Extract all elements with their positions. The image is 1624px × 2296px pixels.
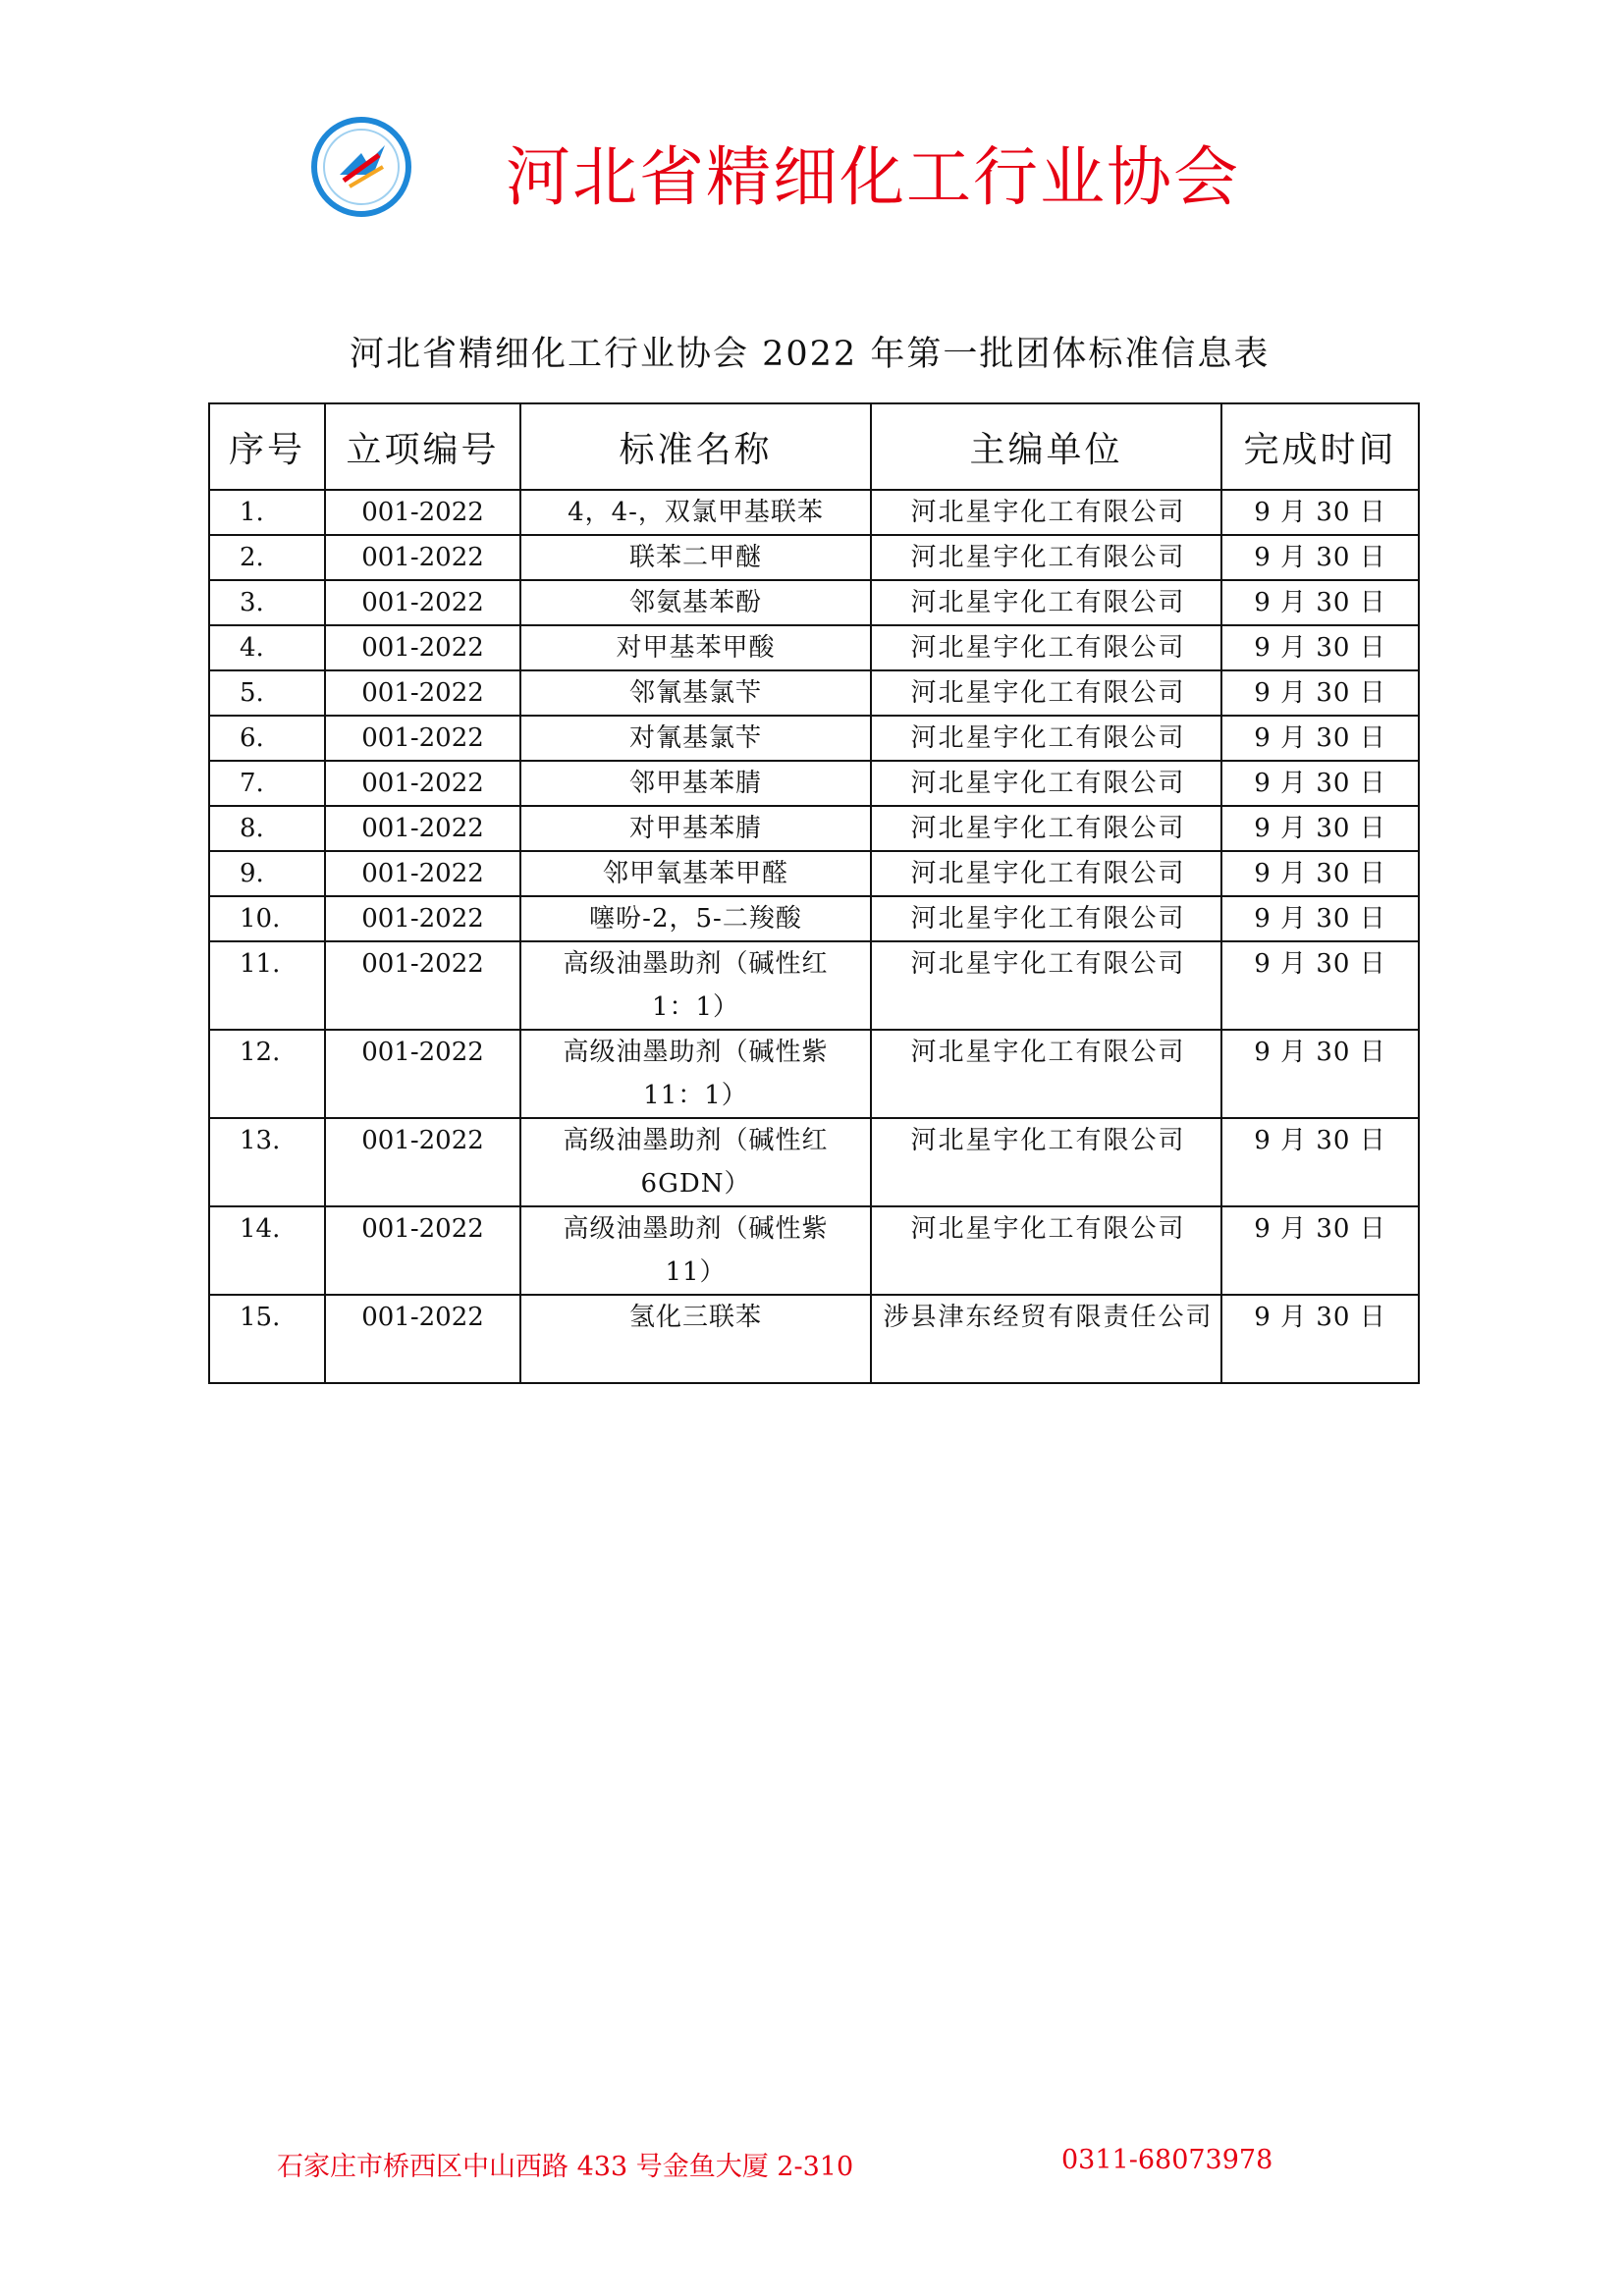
cell-standard-name: 高级油墨助剂（碱性紫 11） <box>520 1206 871 1295</box>
cell-serial: 14. <box>209 1206 325 1295</box>
table-row <box>209 535 1419 580</box>
table-row <box>209 941 1419 1030</box>
table-row <box>209 896 1419 941</box>
cell-project-code: 001-2022 <box>325 625 520 670</box>
column-header-chief-editor: 主编单位 <box>871 403 1221 490</box>
cell-chief-editor: 河北星宇化工有限公司 <box>871 941 1221 1030</box>
column-header-project-code: 立项编号 <box>325 403 520 490</box>
cell-standard-name: 4，4-，双氯甲基联苯 <box>520 490 871 535</box>
cell-standard-name: 邻氰基氯苄 <box>520 670 871 716</box>
table-row <box>209 670 1419 716</box>
cell-project-code: 001-2022 <box>325 670 520 716</box>
cell-completion-time: 9 月 30 日 <box>1221 851 1419 896</box>
cell-completion-time: 9 月 30 日 <box>1221 580 1419 625</box>
organization-title: 河北省精细化工行业协会 <box>506 139 1240 215</box>
cell-project-code: 001-2022 <box>325 1206 520 1295</box>
table-row <box>209 1206 1419 1295</box>
table-header-row <box>209 403 1419 490</box>
cell-chief-editor: 河北星宇化工有限公司 <box>871 716 1221 761</box>
cell-standard-name: 邻甲氧基苯甲醛 <box>520 851 871 896</box>
cell-chief-editor: 河北星宇化工有限公司 <box>871 535 1221 580</box>
cell-chief-editor: 河北星宇化工有限公司 <box>871 625 1221 670</box>
cell-chief-editor: 涉县津东经贸有限责任公司 <box>871 1295 1221 1383</box>
table-row <box>209 1030 1419 1118</box>
cell-serial: 9. <box>209 851 325 896</box>
cell-serial: 2. <box>209 535 325 580</box>
cell-standard-name: 对甲基苯腈 <box>520 806 871 851</box>
cell-serial: 7. <box>209 761 325 806</box>
cell-chief-editor: 河北星宇化工有限公司 <box>871 1206 1221 1295</box>
cell-standard-name: 氢化三联苯 <box>520 1295 871 1383</box>
cell-chief-editor: 河北星宇化工有限公司 <box>871 580 1221 625</box>
cell-chief-editor: 河北星宇化工有限公司 <box>871 806 1221 851</box>
table-title: 河北省精细化工行业协会 2022 年第一批团体标准信息表 <box>350 335 1271 374</box>
table-row <box>209 1118 1419 1206</box>
table-row <box>209 625 1419 670</box>
cell-standard-name: 邻甲基苯腈 <box>520 761 871 806</box>
cell-project-code: 001-2022 <box>325 896 520 941</box>
footer-address: 石家庄市桥西区中山西路 433 号金鱼大厦 2-310 <box>277 2152 854 2182</box>
table-row <box>209 806 1419 851</box>
cell-project-code: 001-2022 <box>325 761 520 806</box>
standards-table <box>208 402 1420 1384</box>
cell-project-code: 001-2022 <box>325 580 520 625</box>
cell-completion-time: 9 月 30 日 <box>1221 941 1419 1030</box>
table-row <box>209 716 1419 761</box>
cell-project-code: 001-2022 <box>325 941 520 1030</box>
cell-project-code: 001-2022 <box>325 1118 520 1206</box>
column-header-standard-name: 标准名称 <box>520 403 871 490</box>
cell-serial: 4. <box>209 625 325 670</box>
cell-serial: 10. <box>209 896 325 941</box>
column-header-completion-time: 完成时间 <box>1221 403 1419 490</box>
cell-completion-time: 9 月 30 日 <box>1221 1118 1419 1206</box>
footer-phone: 0311-68073978 <box>1061 2145 1273 2175</box>
column-header-serial: 序号 <box>209 403 325 490</box>
cell-completion-time: 9 月 30 日 <box>1221 896 1419 941</box>
cell-standard-name: 邻氨基苯酚 <box>520 580 871 625</box>
cell-serial: 3. <box>209 580 325 625</box>
cell-completion-time: 9 月 30 日 <box>1221 806 1419 851</box>
cell-completion-time: 9 月 30 日 <box>1221 670 1419 716</box>
cell-standard-name: 联苯二甲醚 <box>520 535 871 580</box>
cell-completion-time: 9 月 30 日 <box>1221 1030 1419 1118</box>
cell-completion-time: 9 月 30 日 <box>1221 1206 1419 1295</box>
table-row <box>209 580 1419 625</box>
cell-standard-name: 高级油墨助剂（碱性紫 11：1） <box>520 1030 871 1118</box>
table-row <box>209 490 1419 535</box>
cell-standard-name: 噻吩-2，5-二羧酸 <box>520 896 871 941</box>
cell-chief-editor: 河北星宇化工有限公司 <box>871 1030 1221 1118</box>
cell-completion-time: 9 月 30 日 <box>1221 761 1419 806</box>
cell-standard-name: 高级油墨助剂（碱性红 1：1） <box>520 941 871 1030</box>
cell-completion-time: 9 月 30 日 <box>1221 1295 1419 1383</box>
cell-chief-editor: 河北星宇化工有限公司 <box>871 1118 1221 1206</box>
table-row <box>209 1295 1419 1383</box>
cell-project-code: 001-2022 <box>325 1295 520 1383</box>
cell-completion-time: 9 月 30 日 <box>1221 535 1419 580</box>
cell-serial: 1. <box>209 490 325 535</box>
cell-serial: 5. <box>209 670 325 716</box>
cell-serial: 13. <box>209 1118 325 1206</box>
cell-project-code: 001-2022 <box>325 1030 520 1118</box>
cell-completion-time: 9 月 30 日 <box>1221 490 1419 535</box>
cell-chief-editor: 河北星宇化工有限公司 <box>871 490 1221 535</box>
table-row <box>209 851 1419 896</box>
cell-serial: 12. <box>209 1030 325 1118</box>
cell-standard-name: 高级油墨助剂（碱性红 6GDN） <box>520 1118 871 1206</box>
cell-chief-editor: 河北星宇化工有限公司 <box>871 851 1221 896</box>
cell-project-code: 001-2022 <box>325 535 520 580</box>
cell-chief-editor: 河北星宇化工有限公司 <box>871 670 1221 716</box>
cell-completion-time: 9 月 30 日 <box>1221 625 1419 670</box>
cell-chief-editor: 河北星宇化工有限公司 <box>871 896 1221 941</box>
cell-project-code: 001-2022 <box>325 716 520 761</box>
association-logo-icon <box>310 116 412 218</box>
cell-serial: 6. <box>209 716 325 761</box>
cell-project-code: 001-2022 <box>325 806 520 851</box>
cell-serial: 15. <box>209 1295 325 1383</box>
cell-chief-editor: 河北星宇化工有限公司 <box>871 761 1221 806</box>
cell-project-code: 001-2022 <box>325 851 520 896</box>
cell-serial: 11. <box>209 941 325 1030</box>
cell-standard-name: 对氰基氯苄 <box>520 716 871 761</box>
cell-serial: 8. <box>209 806 325 851</box>
cell-project-code: 001-2022 <box>325 490 520 535</box>
cell-completion-time: 9 月 30 日 <box>1221 716 1419 761</box>
table-row <box>209 761 1419 806</box>
cell-standard-name: 对甲基苯甲酸 <box>520 625 871 670</box>
